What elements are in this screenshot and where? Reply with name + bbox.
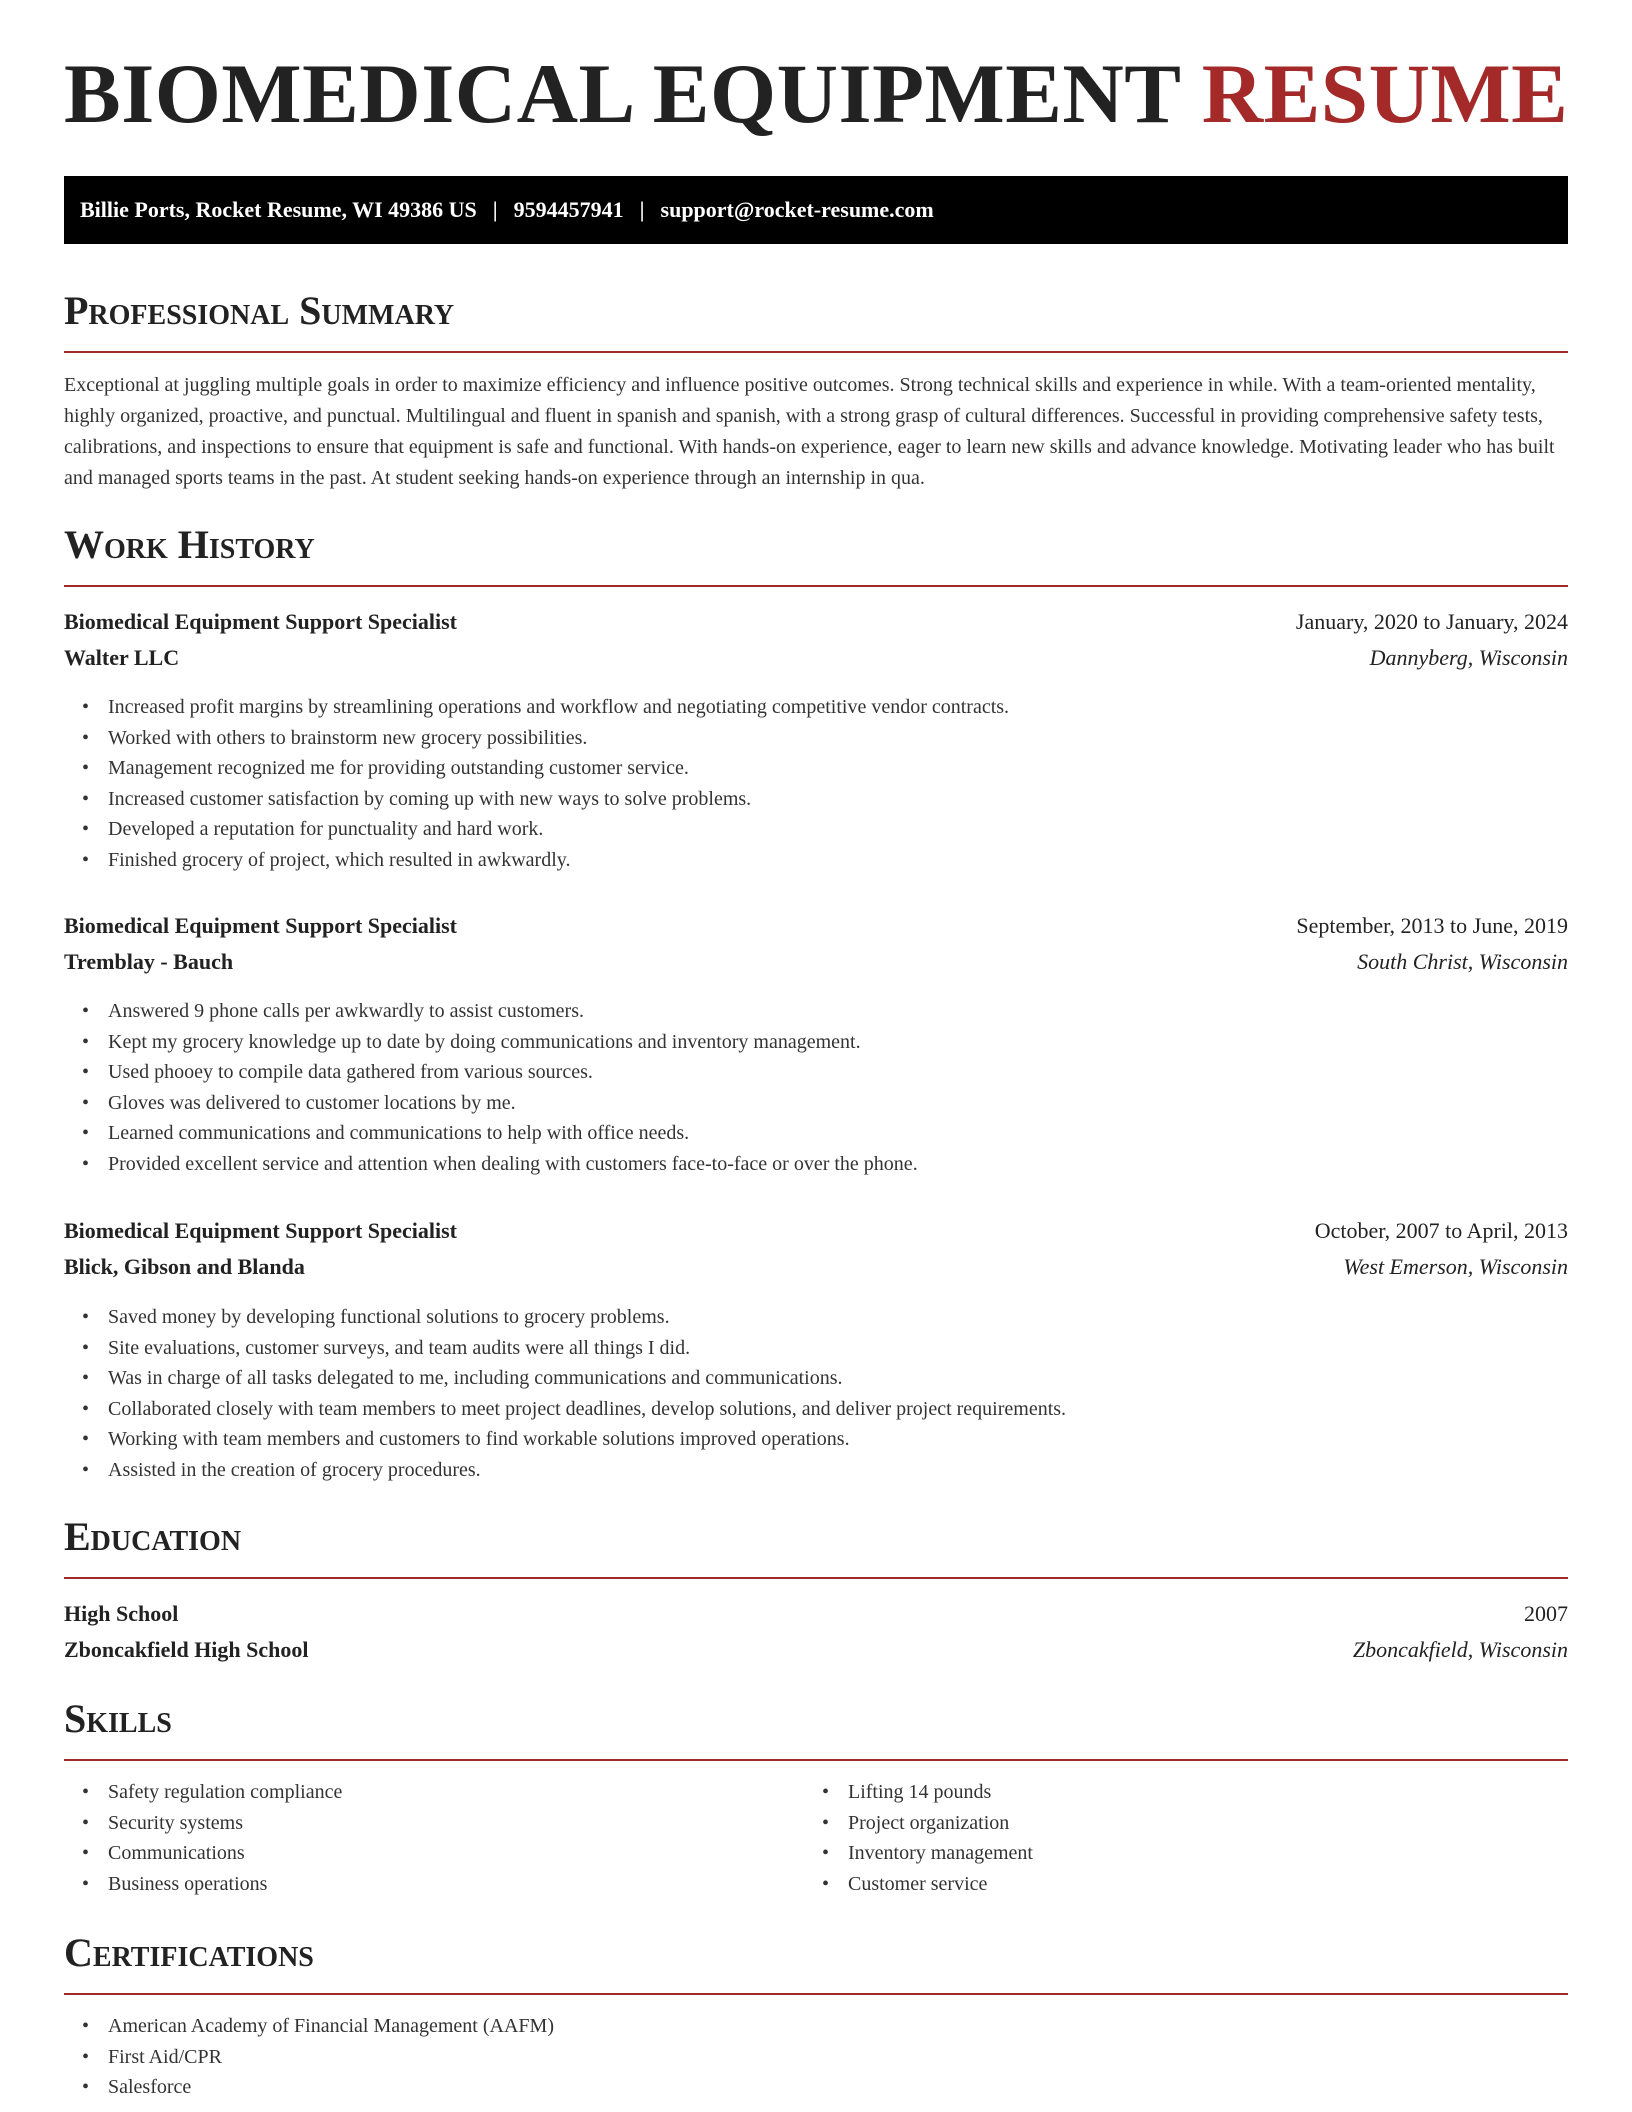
job-company: Blick, Gibson and Blanda (64, 1254, 305, 1279)
list-item: • Developed a reputation for punctuality and hard work. (64, 814, 1009, 845)
list-item: • Provided excellent service and attention when dealing with customers face-to-face or over the phone. (64, 1149, 918, 1180)
job-company: Walter LLC (64, 645, 180, 670)
job-bullets (64, 996, 918, 1180)
section-divider (64, 1759, 1568, 1761)
education-degree: High School (64, 1601, 179, 1626)
skills-heading: Skills (64, 1696, 172, 1741)
job-position: Biomedical Equipment Support Specialist (64, 913, 458, 938)
job-dates: September, 2013 to June, 2019 (1296, 913, 1568, 938)
skill-item: • Project organization (804, 1808, 1033, 1839)
skill-item: • Communications (64, 1838, 342, 1869)
contact-separator: | (639, 197, 645, 222)
certifications-list (64, 2011, 554, 2103)
section-divider (64, 1577, 1568, 1579)
contact-address: Billie Ports, Rocket Resume, WI 49386 US (80, 197, 477, 222)
list-item: • Management recognized me for providing outstanding customer service. (64, 753, 1009, 784)
title-accent: RESUME (1201, 47, 1569, 141)
list-item: • Used phooey to compile data gathered from various sources. (64, 1057, 918, 1088)
certification-item: • First Aid/CPR (64, 2042, 554, 2073)
list-item: • Learned communications and communications to help with office needs. (64, 1118, 918, 1149)
list-item: • Gloves was delivered to customer locations by me. (64, 1088, 918, 1119)
list-item: • Assisted in the creation of grocery procedures. (64, 1455, 1066, 1486)
skill-item: • Security systems (64, 1808, 342, 1839)
section-divider (64, 1993, 1568, 1995)
contact-phone: 9594457941 (513, 197, 624, 222)
job-bullets (64, 1302, 1066, 1486)
section-divider (64, 585, 1568, 587)
contact-email: support@rocket-resume.com (660, 197, 934, 222)
certifications-heading: Certifications (64, 1930, 314, 1975)
skill-item: • Customer service (804, 1869, 1033, 1900)
job-location: Dannyberg, Wisconsin (1369, 645, 1568, 670)
job-location: South Christ, Wisconsin (1357, 949, 1568, 974)
summary-text: Exceptional at juggling multiple goals in order to maximize efficiency and influence positive outcomes. Strong technical skills and experience in while. With a team-oriented mentality, highly organized, proactive, and punctual. Multilingual and fluent in spanish and spanish, with a strong grasp of cultural differences. Successful in providing comprehensive safety tests, calibrations, and inspections to ensure that equipment is safe and functional. With hands-on experience, eager to learn new skills and advance knowledge. Motivating leader who has built and managed sports teams in the past. At student seeking hands-on experience through an internship in qua. (64, 374, 1555, 489)
job-dates: January, 2020 to January, 2024 (1295, 609, 1568, 634)
job-position: Biomedical Equipment Support Specialist (64, 1218, 458, 1243)
summary-heading: Professional Summary (64, 288, 455, 333)
job-company: Tremblay - Bauch (64, 949, 234, 974)
list-item: • Worked with others to brainstorm new grocery possibilities. (64, 723, 1009, 754)
list-item: • Working with team members and customers to find workable solutions improved operations. (64, 1424, 1066, 1455)
list-item: • Saved money by developing functional solutions to grocery problems. (64, 1302, 1066, 1333)
skill-item: • Lifting 14 pounds (804, 1777, 1033, 1808)
job-dates: October, 2007 to April, 2013 (1314, 1218, 1568, 1243)
list-item: • Finished grocery of project, which resulted in awkwardly. (64, 845, 1009, 876)
list-item: • Kept my grocery knowledge up to date by doing communications and inventory management. (64, 1027, 918, 1058)
certification-item: • American Academy of Financial Management (AAFM) (64, 2011, 554, 2042)
job-bullets (64, 692, 1009, 876)
section-divider (64, 351, 1568, 353)
list-item: • Increased profit margins by streamlining operations and workflow and negotiating competitive vendor contracts. (64, 692, 1009, 723)
skills-list-left (64, 1777, 342, 1899)
resume-title (64, 47, 1569, 141)
skills-list-right (804, 1777, 1033, 1899)
education-location: Zboncakfield, Wisconsin (1352, 1637, 1568, 1662)
skill-item: • Business operations (64, 1869, 342, 1900)
certification-item: • Salesforce (64, 2072, 554, 2103)
title-main: BIOMEDICAL EQUIPMENT (64, 47, 1180, 141)
education-school: Zboncakfield High School (64, 1637, 309, 1662)
contact-bar (64, 176, 1568, 244)
contact-separator: | (492, 197, 498, 222)
education-heading: Education (64, 1514, 242, 1559)
job-position: Biomedical Equipment Support Specialist (64, 609, 458, 634)
list-item: • Was in charge of all tasks delegated to me, including communications and communications. (64, 1363, 1066, 1394)
list-item: • Collaborated closely with team members to meet project deadlines, develop solutions, and deliver project requirements. (64, 1394, 1066, 1425)
education-year: 2007 (1524, 1601, 1568, 1626)
skill-item: • Safety regulation compliance (64, 1777, 342, 1808)
list-item: • Site evaluations, customer surveys, and team audits were all things I did. (64, 1333, 1066, 1364)
job-location: West Emerson, Wisconsin (1343, 1254, 1568, 1279)
work-history-heading: Work History (64, 522, 315, 567)
list-item: • Increased customer satisfaction by coming up with new ways to solve problems. (64, 784, 1009, 815)
list-item: • Answered 9 phone calls per awkwardly to assist customers. (64, 996, 918, 1027)
skill-item: • Inventory management (804, 1838, 1033, 1869)
